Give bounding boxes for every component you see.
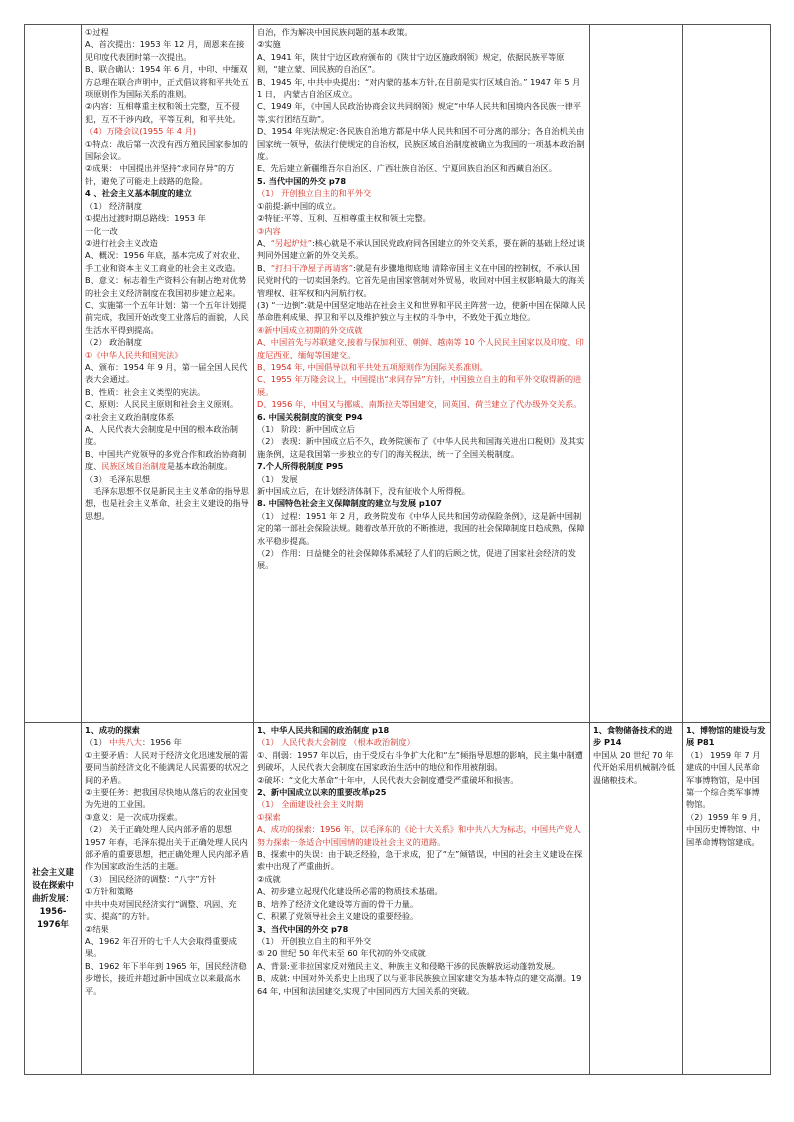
outline-line: B、意义：标志着生产资料公有制占绝对优势的社会主义经济制度在我国初步建立起来。 (85, 275, 247, 298)
outline-line: （1） 开创独立自主的和平外交 (257, 935, 372, 946)
institutions-cell (254, 723, 590, 1075)
outline-line: A、初步建立起现代化建设所必需的物质技术基础。 (257, 886, 443, 897)
table-row (25, 25, 771, 723)
outline-line: ①主要矛盾：人民对于经济文化迅速发展的需要同当前经济文化不能满足人民需要的状况之间的矛盾。 (85, 749, 249, 785)
outline-line: （2） 政治制度 (85, 337, 142, 348)
outline-line: （1） 全面建设社会主义时期 (257, 799, 364, 810)
outline-line: ①特点：战后第一次没有西方殖民国家参加的国际会议。 (85, 138, 248, 162)
outline-line: 3、当代中国的外交 p78 (257, 923, 349, 934)
outline-line: ③内容 (257, 225, 281, 236)
economy-cell (590, 25, 683, 723)
events-cell (82, 25, 254, 723)
outline-line: C、积累了党领导社会主义建设的重要经验。 (257, 911, 419, 922)
events-cell (82, 723, 254, 1075)
outline-line: ①前提:新中国的成立。 (257, 200, 341, 211)
outline-line: ②内容：互相尊重主权和领土完整，互不侵犯，互不干涉内政，平等互利，和平共处。 (85, 101, 241, 124)
outline-line: （1） 经济制度 (85, 200, 142, 211)
outline-line: A、首次提出：1953 年 12 月，周恩来在接见印度代表团时第一次提出。 (85, 39, 245, 62)
outline-line: A、人民代表大会制度是中国的根本政治制度。 (85, 424, 238, 447)
outline-line: D、1956 年，中国又与挪威、南斯拉夫等国建交，同英国、荷兰建立了代办级外交关系。 (257, 399, 582, 410)
outline-line: 6. 中国关税制度的演变 P94 (257, 411, 363, 422)
outline-line: B、性质：社会主义类型的宪法。 (85, 386, 206, 397)
outline-line: ②破坏：“文化大革命”十年中，人民代表大会制度遭受严重破坏和损害。 (257, 774, 519, 785)
outline-line: ④新中国成立初期的外交成就 (257, 324, 363, 335)
outline-line: （2）1959 年 9 月，中国历史博物馆、中国革命博物馆建成。 (686, 811, 767, 847)
outline-line: 自治，作为解决中国民族问题的基本政策。 (257, 27, 413, 37)
outline-line: B、1945 年, 中共中央提出：“对内蒙的基本方针,在目前是实行区域自治。” 1947 年 5 月 1 日， 内蒙古自治区成立。 (257, 76, 581, 100)
outline-line: B、探索中的失误：由于缺乏经验，急于求成，犯了“左”倾错误，中国的社会主义建设在探索中出现了严重曲折。 (257, 849, 583, 872)
outline-line: B、1962 年下半年到 1965 年，国民经济稳步增长，接近并超过新中国成立以来最高水平。 (85, 960, 247, 996)
outline-line: ①探索 (257, 811, 281, 822)
culture-cell (683, 25, 771, 723)
outline-line: 4 、社会主义基本制度的建立 (85, 188, 192, 199)
outline-line: 1、博物馆的建设与发展 P81 (686, 725, 766, 748)
outline-line (85, 448, 250, 473)
outline-line: ①、削弱：1957 年以后，由于受反右斗争扩大化和“左”倾指导思想的影响，民主集中制遭到破坏，人民代表大会制度在国家政治生活中的地位和作用被削弱。 (257, 749, 583, 773)
outline-table (24, 24, 771, 1075)
outline-line: 1957 年春，毛泽东提出关于正确处理人民内部矛盾的重要思想，把正确处理人民内部矛盾作为国家政治生活的主题。 (85, 836, 249, 872)
line-text: :就是有步骤地彻底地 清除帝国主义在中国的控制权，不承认国民党时代的一切卖国条约。它首先是由国家管制对外贸易，收回对中国主权影响最大的海关管理权、驻军权和内河航行权。 (257, 262, 585, 298)
outline-line: （3） 国民经济的调整：“八字”方针 (85, 873, 216, 884)
outline-line: 毛泽东思想不仅是新民主主义革命的指导思想，也是社会主义革命、社会主义建设的指导思想。 (85, 486, 249, 521)
outline-line: A、背景:亚非拉国家反对殖民主义、种族主义和侵略干涉的民族解放运动蓬勃发展。 (257, 960, 561, 971)
outline-line: C、1949 年，《中国人民政治协商会议共同纲领》规定“中华人民共和国境内各民族一律平等,实行团结互助”。 (257, 101, 582, 124)
highlight-text: “打扫干净屋子再请客” (270, 262, 353, 273)
outline-line: 7.个人所得税制度 P95 (257, 461, 344, 472)
outline-line: A、成功的探索：1956 年，以毛泽东的《论十大关系》和中共八大为标志，中国共产党人努力探索一条适合中国国情的建设社会主义的道路。 (257, 824, 581, 847)
outline-line: ②成就 (257, 873, 281, 884)
line-text: :核心就是不承认国民党政府同各国建立的外交关系，要在新的基础上经过谈判同外国建立新的外交关系。 (257, 237, 585, 261)
outline-line: A、中国首先与苏联建交,接着与保加利亚、朝鲜、越南等 10 个人民民主国家以及印度、印度尼西亚、缅甸等国建交。 (257, 337, 584, 360)
outline-line (257, 262, 586, 299)
highlight-text: 中共八大 (109, 737, 142, 748)
outline-line: ①《中华人民共和国宪法》 (85, 349, 183, 360)
outline-line: （1） 发展 (257, 473, 298, 484)
period-cell: 社会主义建设在探索中曲折发展：1956-1976年 (25, 723, 82, 1075)
outline-line: 5. 当代中国的外交 p78 (257, 175, 347, 186)
outline-line: （3） 毛泽东思想 (85, 473, 151, 484)
outline-line: A、1941 年，陕甘宁边区政府颁布的《陕甘宁边区施政纲领》规定，依据民族平等原则，“建立蒙、回民族的自治区”。 (257, 51, 565, 75)
table-row (25, 723, 771, 1075)
period-cell (25, 25, 82, 723)
outline-line: ②成果： 中国提出并坚持“求同存异”的方针，避免了可能走上歧路的危险。 (85, 163, 235, 186)
outline-line: ②进行社会主义改造 (85, 237, 158, 248)
outline-line: 2、新中国成立以来的重要改革p25 (257, 787, 387, 798)
outline-line: E、先后建立新疆维吾尔自治区、广西壮族自治区、宁夏回族自治区和西藏自治区。 (257, 163, 557, 174)
outline-line: ①方针和策略 (85, 886, 134, 897)
outline-line: C、原则：人民民主原则和社会主义原则。 (85, 399, 239, 410)
outline-line: A、1962 年召开的七千人大会取得重要成果。 (85, 935, 237, 959)
outline-line: 中共中央对国民经济实行“调整、巩固、充实、提高”的方针。 (85, 898, 237, 922)
outline-line: ②主要任务：把我国尽快地从落后的农业国变为先进的工业国。 (85, 787, 248, 810)
outline-line: 1、成功的探索 (85, 725, 140, 735)
outline-line: C、1955 年万隆会议上，中国提出“求同存异”方针，中国独立自主的和平外交取得新的进展。 (257, 374, 582, 397)
highlight-text: “另起炉灶” (270, 237, 313, 248)
outline-line: (3) “一边倒”:就是中国坚定地站在社会主义和世界和平民主阵营一边，使新中国在保障人民革命胜利成果、捍卫和平以及维护独立与主权的斗争中，不致处于孤立地位。 (257, 299, 586, 323)
outline-line: B、1954 年, 中国倡导以和平共处五项原则作为国际关系准则。 (257, 361, 488, 372)
outline-line: C、实施第一个五年计划：第一个五年计划提前完成，我国开始改变工业落后的面貌，人民生活水平得到提高。 (85, 299, 249, 335)
outline-line: B、联合确认：1954 年 6 月，中印、中缅双方总理在联合声明中，正式倡议将和平共处五项原则作为国际关系的准则。 (85, 64, 249, 100)
outline-line: ⑤ 20 世纪 50 年代末至 60 年代初的外交成就 (257, 948, 426, 959)
outline-line: ②社会主义政治制度体系 (85, 411, 175, 422)
outline-line: ③意义：是一次成功探索。 (85, 811, 183, 822)
line-text: 是基本政治制度。 (166, 461, 233, 472)
outline-line: 1、食物储备技术的进步 P14 (593, 725, 673, 748)
line-text: B、中国共产党领导的多党合作和政治协商制度、 (85, 448, 247, 472)
outline-line: （1） 过程：1951 年 2 月，政务院发布《中华人民共和国劳动保险条例》，这是新中国制定的第一部社会保险法规。随着改革开放的不断推进，我国的社会保障制度日趋成熟，保障水平稳步提高。 (257, 510, 585, 546)
culture-cell (683, 723, 771, 1075)
institutions-cell (254, 25, 590, 723)
outline-line: （1） 阶段：新中国成立后 (257, 424, 355, 434)
outline-line: ②实施 (257, 39, 281, 50)
highlight-text: 民族区域自治制度 (101, 461, 167, 472)
outline-line: （1） 1959 年 7 月建成的中国人民革命军事博物馆，是中国第一个综合类军事博物馆。 (686, 749, 761, 810)
outline-line: （4）万隆会议(1955 年 4 月) (85, 126, 196, 137)
outline-line: ①提出过渡时期总路线：1953 年 (85, 213, 206, 224)
outline-line: （2） 关于正确处理人民内部矛盾的思想 (85, 824, 232, 835)
line-text: ：1956 年 (141, 737, 182, 748)
outline-line: （1） 人民代表大会制度 （根本政治制度） (257, 737, 415, 748)
economy-cell (590, 723, 683, 1075)
outline-line: （2） 作用：日益健全的社会保障体系减轻了人们的后顾之忧，促进了国家社会经济的发展。 (257, 548, 576, 571)
outline-line: A、概况：1956 年底，基本完成了对农业、手工业和资本主义工商业的社会主义改造。 (85, 250, 246, 273)
outline-line: 一化一改 (85, 225, 118, 236)
line-text: B、 (257, 262, 271, 273)
line-text: （1） (85, 737, 110, 748)
outline-line: ①过程 (85, 27, 109, 37)
outline-line: B、成就: 中国对外关系史上出现了以与亚非民族独立国家建交为基本特点的建交高潮。1964 年, 中国和法国建交,实现了中国同西方大国关系的突破。 (257, 973, 582, 996)
outline-line: ②特征:平等、互利、互相尊重主权和领土完整。 (257, 213, 431, 224)
outline-line: （1） 开创独立自主的和平外交 (257, 188, 372, 199)
outline-line: 8. 中国特色社会主义保障制度的建立与发展 p107 (257, 498, 442, 509)
outline-line (257, 237, 586, 262)
outline-line: 新中国成立后，在计划经济体制下，没有征收个人所得税。 (257, 486, 470, 497)
outline-line: B、培养了经济文化建设等方面的骨干力量。 (257, 898, 419, 909)
outline-line (85, 736, 250, 748)
outline-line: （2） 表现：新中国成立后不久，政务院颁布了《中华人民共和国海关进出口税则》及其实施条例，这是我国第一步独立的专门的海关税法，统一了全国关税制度。 (257, 436, 585, 459)
outline-line: ②结果 (85, 923, 109, 934)
outline-line: 1、中华人民共和国的政治制度 p18 (257, 725, 390, 735)
outline-line: D、1954 年宪法规定:各民族自治地方都是中华人民共和国不可分离的部分；各自治机关由国家统一领导，依法行使规定的自治权，民族区域自治制度被确立为我国的一项基本政治制度。 (257, 126, 585, 162)
line-text: A、 (257, 237, 271, 248)
outline-line: 中国从 20 世纪 70 年代开始采用机械制冷低温储粮技术。 (593, 749, 675, 785)
outline-line: A、颁布：1954 年 9 月，第一届全国人民代表大会通过。 (85, 361, 248, 385)
